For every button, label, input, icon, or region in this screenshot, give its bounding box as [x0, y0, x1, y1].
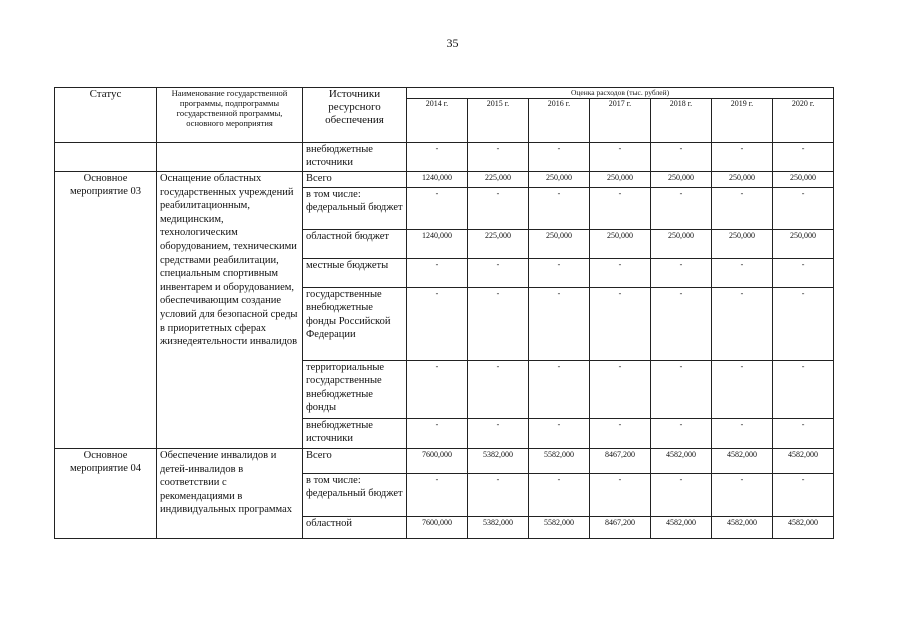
header-year: 2020 г. [773, 99, 834, 143]
value-cell: - [651, 143, 712, 172]
value-cell: 225,000 [468, 230, 529, 259]
source-cell: в том числе: федеральный бюджет [303, 474, 407, 517]
source-cell: Всего [303, 172, 407, 188]
source-cell: местные бюджеты [303, 259, 407, 288]
value-cell: 1240,000 [407, 230, 468, 259]
source-cell: областной [303, 517, 407, 539]
value-cell: - [773, 361, 834, 419]
value-cell: - [651, 419, 712, 449]
value-cell: 250,000 [529, 172, 590, 188]
value-cell: - [590, 259, 651, 288]
page-number: 35 [446, 36, 459, 50]
value-cell: - [529, 361, 590, 419]
value-cell: - [651, 288, 712, 361]
value-cell: 250,000 [529, 230, 590, 259]
table-row [55, 172, 834, 188]
value-cell: - [651, 361, 712, 419]
measure-name: Обеспечение инвалидов и детей-инвалидов в соответствии с рекомендациями в индивидуальных программах [157, 449, 303, 539]
table-body [55, 143, 834, 539]
value-cell: - [407, 474, 468, 517]
value-cell: - [529, 259, 590, 288]
value-cell: 250,000 [651, 172, 712, 188]
value-cell: 250,000 [590, 230, 651, 259]
header-year: 2016 г. [529, 99, 590, 143]
value-cell: - [773, 288, 834, 361]
value-cell: 5582,000 [529, 517, 590, 539]
source-cell: внебюджетные источники [303, 419, 407, 449]
table-row [55, 143, 834, 172]
value-cell: - [407, 288, 468, 361]
measure-status: Основное мероприятие 03 [55, 172, 157, 449]
value-cell: 250,000 [773, 172, 834, 188]
value-cell: - [407, 361, 468, 419]
value-cell: - [590, 288, 651, 361]
header-year: 2019 г. [712, 99, 773, 143]
value-cell: 8467,200 [590, 449, 651, 474]
source-cell: в том числе: федеральный бюджет [303, 188, 407, 230]
value-cell: 4582,000 [651, 517, 712, 539]
value-cell: - [651, 188, 712, 230]
header-estimate: Оценка расходов (тыс. рублей) [407, 88, 834, 99]
value-cell: - [712, 143, 773, 172]
header-sources: Источники ресурсного обеспечения [303, 88, 407, 143]
value-cell: 7600,000 [407, 517, 468, 539]
value-cell: - [773, 419, 834, 449]
value-cell: - [407, 143, 468, 172]
value-cell: 4582,000 [651, 449, 712, 474]
value-cell: 4582,000 [712, 449, 773, 474]
value-cell: - [590, 361, 651, 419]
value-cell: - [651, 259, 712, 288]
value-cell: - [529, 288, 590, 361]
value-cell: - [407, 419, 468, 449]
value-cell: - [773, 259, 834, 288]
header-year: 2017 г. [590, 99, 651, 143]
value-cell: 8467,200 [590, 517, 651, 539]
value-cell: 4582,000 [773, 517, 834, 539]
source-cell: областной бюджет [303, 230, 407, 259]
value-cell: 4582,000 [773, 449, 834, 474]
value-cell: - [712, 288, 773, 361]
value-cell: - [529, 474, 590, 517]
source-cell: государственные внебюджетные фонды Российской Федерации [303, 288, 407, 361]
value-cell: - [529, 188, 590, 230]
value-cell: 5582,000 [529, 449, 590, 474]
value-cell: - [712, 188, 773, 230]
source-cell: Всего [303, 449, 407, 474]
value-cell: 4582,000 [712, 517, 773, 539]
value-cell: - [712, 474, 773, 517]
value-cell: 5382,000 [468, 449, 529, 474]
value-cell: 225,000 [468, 172, 529, 188]
value-cell: 7600,000 [407, 449, 468, 474]
value-cell: 5382,000 [468, 517, 529, 539]
value-cell: 250,000 [773, 230, 834, 259]
value-cell: 250,000 [712, 230, 773, 259]
value-cell: 1240,000 [407, 172, 468, 188]
header-year: 2015 г. [468, 99, 529, 143]
value-cell: - [773, 474, 834, 517]
header-status: Статус [55, 88, 157, 143]
value-cell: - [529, 419, 590, 449]
empty-status-cell [55, 143, 157, 172]
measure-name: Оснащение областных государственных учреждений реабилитационным, медицинским, технологическим оборудованием, техническими средствами реабилитации, специальным спортивным инвентарем и оборудованием, обеспечивающим создание условий для безопасной среды в приоритетных сферах жизнедеятельности инвалидов [157, 172, 303, 449]
value-cell: - [773, 143, 834, 172]
empty-name-cell [157, 143, 303, 172]
value-cell: - [590, 419, 651, 449]
value-cell: 250,000 [651, 230, 712, 259]
value-cell: - [590, 188, 651, 230]
value-cell: - [468, 361, 529, 419]
value-cell: - [773, 188, 834, 230]
value-cell: - [468, 259, 529, 288]
value-cell: - [468, 143, 529, 172]
value-cell: - [712, 259, 773, 288]
value-cell: - [590, 474, 651, 517]
value-cell: - [712, 419, 773, 449]
value-cell: - [712, 361, 773, 419]
value-cell: 250,000 [712, 172, 773, 188]
value-cell: - [590, 143, 651, 172]
value-cell: - [468, 288, 529, 361]
value-cell: - [407, 259, 468, 288]
value-cell: - [407, 188, 468, 230]
value-cell: - [468, 419, 529, 449]
value-cell: 250,000 [590, 172, 651, 188]
header-year: 2014 г. [407, 99, 468, 143]
source-cell: территориальные государственные внебюджетные фонды [303, 361, 407, 419]
header-name: Наименование государственной программы, подпрограммы государственной программы, основного мероприятия [157, 88, 303, 143]
header-year: 2018 г. [651, 99, 712, 143]
table-header [55, 88, 834, 143]
measure-status: Основное мероприятие 04 [55, 449, 157, 539]
source-cell: внебюджетные источники [303, 143, 407, 172]
resource-table [54, 87, 834, 539]
value-cell: - [529, 143, 590, 172]
value-cell: - [651, 474, 712, 517]
table-row [55, 449, 834, 474]
value-cell: - [468, 188, 529, 230]
value-cell: - [468, 474, 529, 517]
